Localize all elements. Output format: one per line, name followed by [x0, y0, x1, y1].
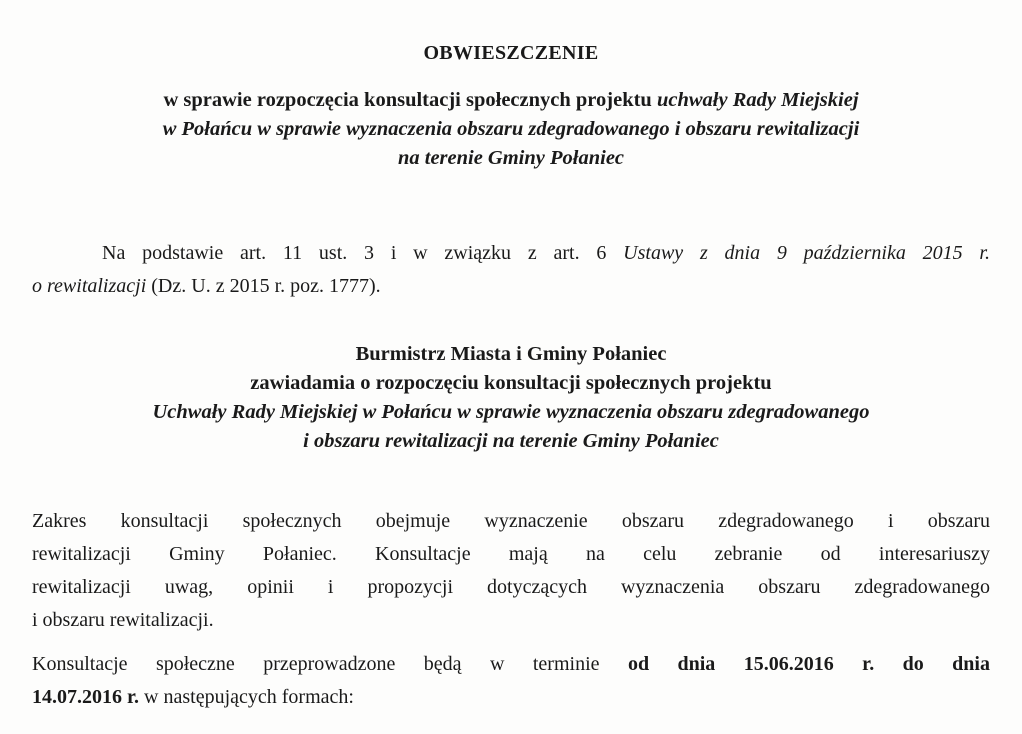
announcement-line-4: i obszaru rewitalizacji na terenie Gminy Połaniec [303, 430, 719, 452]
term-paragraph [32, 648, 990, 714]
legal-basis-act-name: o rewitalizacji [32, 275, 147, 297]
term-dates-end: 14.07.2016 r. [32, 686, 140, 708]
announcement-line-3: Uchwały Rady Miejskiej w Połańcu w sprawie wyznaczenia obszaru zdegradowanego [152, 401, 870, 423]
announcement-line-1: Burmistrz Miasta i Gminy Połaniec [355, 343, 667, 365]
subject-line-1 [0, 86, 1022, 115]
scope-line-1: Zakres konsultacji społecznych obejmuje wyznaczenie obszaru zdegradowanego i obszaru [32, 510, 990, 532]
legal-basis-citation: (Dz. U. z 2015 r. poz. 1777). [146, 275, 381, 297]
legal-basis-act-title: Ustawy z dnia 9 października 2015 r. [623, 242, 990, 264]
term-line-2 [32, 681, 990, 714]
scope-line-3: rewitalizacji uwag, opinii i propozycji dotyczących wyznaczenia obszaru zdegradowanego [32, 576, 990, 598]
scope-paragraph [32, 505, 990, 637]
subject-line-1-regular: w sprawie rozpoczęcia konsultacji społecznych projektu [163, 89, 657, 111]
document-subject [0, 86, 1022, 173]
scope-line-4: i obszaru rewitalizacji. [32, 609, 214, 631]
legal-basis-line-1 [32, 237, 990, 270]
subject-line-1-italic: uchwały Rady Miejskiej [656, 89, 859, 111]
subject-line-2: w Połańcu w sprawie wyznaczenia obszaru zdegradowanego i obszaru rewitalizacji [162, 118, 860, 140]
term-dates-start: od dnia 15.06.2016 r. do dnia [627, 653, 990, 675]
legal-basis-paragraph [32, 237, 990, 303]
subject-line-3: na terenie Gminy Połaniec [397, 147, 625, 169]
legal-basis-text: Na podstawie art. 11 ust. 3 i w związku z art. 6 [102, 242, 624, 264]
announcement-line-2: zawiadamia o rozpoczęciu konsultacji społecznych projektu [250, 372, 772, 394]
legal-basis-line-2 [32, 270, 990, 303]
scope-line-2: rewitalizacji Gminy Połaniec. Konsultacje mają na celu zebranie od interesariuszy [32, 543, 990, 565]
announcement-block [0, 340, 1022, 456]
term-outro: w następujących formach: [139, 686, 354, 708]
term-intro: Konsultacje społeczne przeprowadzone będą w terminie [32, 653, 628, 675]
term-line-1 [32, 648, 990, 681]
document-title: OBWIESZCZENIE [423, 42, 599, 64]
